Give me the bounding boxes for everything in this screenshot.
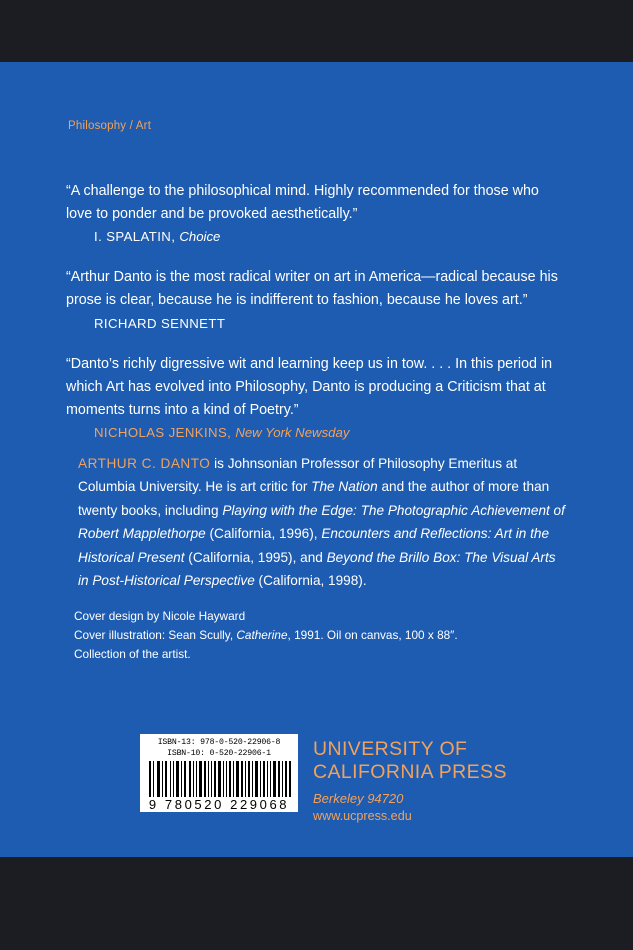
blurb-item <box>66 353 566 440</box>
barcode <box>140 734 298 812</box>
blurb-attribution <box>66 316 566 331</box>
credit-illustration-line <box>74 626 554 645</box>
blurb-item <box>66 180 566 244</box>
bio-italic-2: Playing with the Edge: The Photographic Achievement of Robert Mapplethorpe <box>78 502 565 542</box>
blurb-attribution-name: I. SPALATIN, <box>94 229 176 245</box>
book-cover-panel <box>0 62 633 857</box>
blurb-item <box>66 266 566 330</box>
credit-collection-line: Collection of the artist. <box>74 647 191 662</box>
isbn13-label: ISBN-13: 978-0-520-22906-8 <box>157 738 281 747</box>
bio-text-5: (California, 1998). <box>254 572 367 588</box>
barcode-digits: 9 780520 229068 <box>148 797 290 812</box>
blurb-attribution-source: Choice <box>179 229 221 245</box>
blurbs-section <box>66 180 566 462</box>
blurb-attribution <box>66 425 566 440</box>
author-bio <box>78 452 565 592</box>
blurb-quote-text: “Danto’s richly digressive wit and learning keep us in tow. . . . In this period in which Art has evolved into Philosophy, Danto is producing a Criticism that at moments turns into a kind of Poetry.” <box>66 355 553 418</box>
publisher-name-line-2: CALIFORNIA PRESS <box>313 761 507 783</box>
author-name: ARTHUR C. DANTO <box>78 456 211 471</box>
blurb-attribution-source: New York Newsday <box>235 425 350 441</box>
bio-text-2: and the author of more than twenty books, including <box>78 479 550 518</box>
cover-footer <box>0 722 633 842</box>
bio-italic-1: The Nation <box>311 479 378 495</box>
cover-credits <box>74 607 554 664</box>
blurb-attribution-name: NICHOLAS JENKINS, <box>94 425 232 441</box>
bio-text-4: (California, 1995), and <box>184 549 327 565</box>
blurb-quote-text: “A challenge to the philosophical mind. Highly recommended for those who love to ponder and be provoked aesthetically.” <box>66 183 539 223</box>
subject-category-label: Philosophy / Art <box>68 120 152 132</box>
publisher-url: www.ucpress.edu <box>313 809 412 823</box>
bio-italic-4: Beyond the Brillo Box: The Visual Arts in Post-Historical Perspective <box>78 549 556 588</box>
publisher-city: Berkeley 94720 <box>313 791 404 806</box>
isbn10-label: ISBN-10: 0-520-22906-1 <box>167 748 271 758</box>
blurb-quote-text: “Arthur Danto is the most radical writer on art in America—radical because his prose is clear, because he is indifferent to fashion, because he loves art.” <box>66 269 558 309</box>
blurb-attribution <box>66 229 566 244</box>
publisher-name-line-1: UNIVERSITY OF <box>313 738 468 760</box>
bio-italic-3: Encounters and Reflections: Art in the Historical Present <box>78 526 550 565</box>
credit-artwork-title: Catherine <box>236 628 288 643</box>
credit-illustration-prefix: Cover illustration: Sean Scully, <box>74 628 237 643</box>
credit-design-line: Cover design by Nicole Hayward <box>74 609 246 623</box>
bio-text-3: (California, 1996), <box>205 526 322 542</box>
credit-illustration-suffix: , 1991. Oil on canvas, 100 x 88″. <box>287 628 458 643</box>
blurb-attribution-name: RICHARD SENNETT <box>94 315 226 331</box>
publisher-block <box>313 738 603 823</box>
barcode-bars <box>149 761 291 797</box>
bio-text-1: is Johnsonian Professor of Philosophy Emeritus at Columbia University. He is art critic for <box>78 456 518 495</box>
